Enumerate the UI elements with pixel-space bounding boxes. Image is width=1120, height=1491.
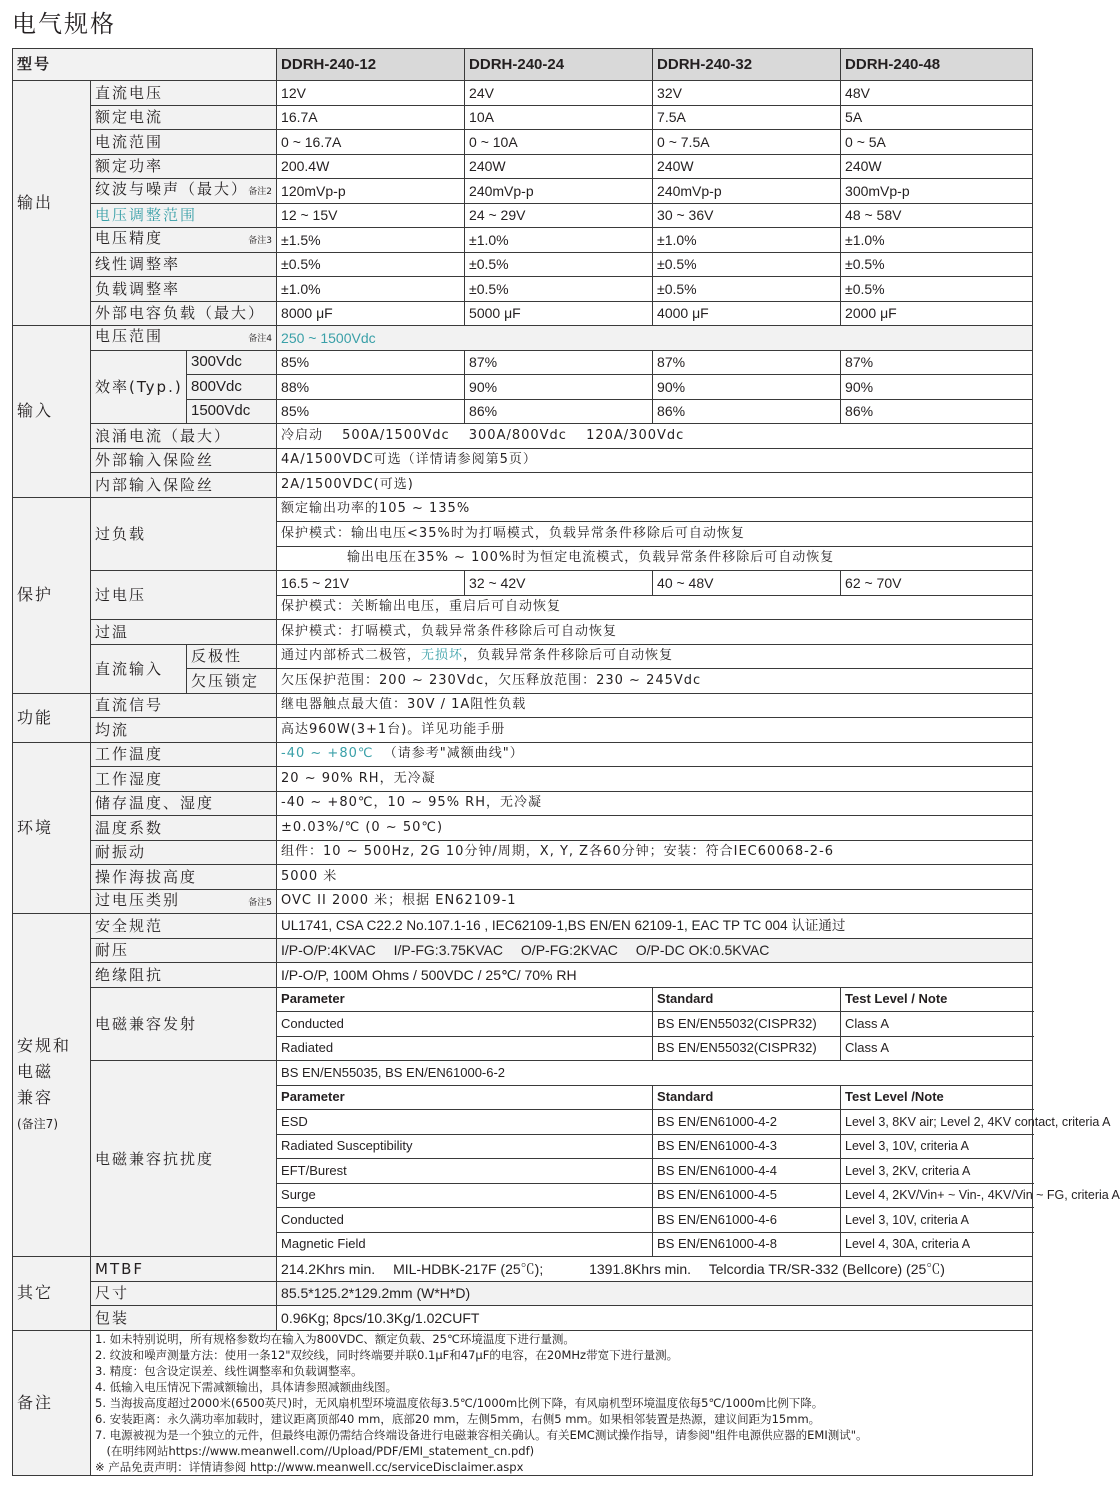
row-label-text: 包装 <box>95 1308 130 1327</box>
model-header-row <box>13 49 1033 81</box>
table-row <box>13 767 1033 792</box>
note-line: 5. 当海拔高度超过2000米(6500英尺)时，无风扇机型环境温度依每3.5℃/1000m比例下降，有风扇机型环境温度依每5℃/1000m比例下降。 <box>95 1395 824 1410</box>
spec-value: 0 ~ 16.7A <box>277 130 465 155</box>
table-row <box>13 693 1033 718</box>
row-label-text: 浪涌电流（最大） <box>95 426 232 445</box>
emc-cell: Level 3, 10V, criteria A <box>841 1208 1033 1233</box>
spec-value: ±1.0% <box>653 228 841 253</box>
spec-value: 16.5 ~ 21V <box>277 571 465 596</box>
row-label-text: 耐压 <box>95 941 130 960</box>
spec-table <box>12 48 1120 1476</box>
table-row <box>13 228 1033 253</box>
row-label-text: 直流电压 <box>95 83 164 102</box>
row-label-text: 尺寸 <box>95 1284 130 1303</box>
emc-cell: Class A <box>841 1012 1033 1037</box>
row-label: 电磁兼容抗扰度 <box>91 1061 277 1257</box>
spec-value: 86% <box>841 399 1033 424</box>
spec-value: 20 ~ 90% RH，无冷凝 <box>277 767 1033 792</box>
note-ref: 备注5 <box>248 897 273 908</box>
spec-value: 0 ~ 7.5A <box>653 130 841 155</box>
row-label <box>91 791 277 816</box>
note-line: ※ 产品免责声明：详情请参阅 http://www.meanwell.cc/serviceDisclaimer.aspx <box>95 1459 524 1474</box>
emc-cell: Level 3, 8KV air; Level 2, 4KV contact, criteria A <box>841 1110 1033 1135</box>
table-row <box>13 203 1033 228</box>
table-row <box>13 1061 1033 1086</box>
emc-cell: Conducted <box>277 1012 653 1037</box>
model-label: 型号 <box>13 49 277 81</box>
emc-cell: BS EN/EN61000-4-2 <box>653 1110 841 1135</box>
table-row <box>13 987 1033 1012</box>
note-line: 1. 如未特别说明，所有规格参数均在输入为800VDC、额定负载、25℃环境温度下进行量测。 <box>95 1331 575 1346</box>
spec-value: 90% <box>841 375 1033 400</box>
spec-value: 冷启动 500A/1500Vdc 300A/800Vdc 120A/300Vdc <box>277 424 1033 449</box>
emc-cell: Surge <box>277 1183 653 1208</box>
emc-header: Parameter <box>277 987 653 1012</box>
note-line: 3. 精度：包含设定误差、线性调整率和负载调整率。 <box>95 1363 363 1378</box>
spec-value: ±1.5% <box>277 228 465 253</box>
emc-cell: BS EN/EN61000-4-3 <box>653 1134 841 1159</box>
row-label <box>91 448 277 473</box>
notes-block <box>91 1330 1033 1475</box>
row-label-text: 绝缘阻抗 <box>95 965 164 984</box>
row-label <box>91 105 277 130</box>
model-name: DDRH-240-48 <box>841 49 1033 81</box>
spec-value: 32V <box>653 81 841 106</box>
section-line: 电磁 <box>17 1062 54 1081</box>
spec-value: 5000 米 <box>277 865 1033 890</box>
spec-value: 4A/1500VDC可选（详情请参阅第5页） <box>277 448 1033 473</box>
spec-value: 保护模式：输出电压<35%时为打嗝模式，负载异常条件移除后可自动恢复 <box>277 522 1033 547</box>
spec-value: 24 ~ 29V <box>465 203 653 228</box>
spec-value: 40 ~ 48V <box>653 571 841 596</box>
spec-value: 额定输出功率的105 ~ 135% <box>277 497 1033 522</box>
row-label-text: 负载调整率 <box>95 279 181 298</box>
row-label-text: 过温 <box>95 622 130 641</box>
row-label-text: 耐振动 <box>95 843 147 862</box>
emc-cell: Level 3, 10V, criteria A <box>841 1134 1033 1159</box>
section-line: (备注7) <box>17 1117 58 1131</box>
section-output: 输出 <box>13 81 91 326</box>
spec-value: ±0.5% <box>653 277 841 302</box>
table-row <box>13 1257 1033 1282</box>
note-line: (在明纬网站https://www.meanwell.com//Upload/PDF/EMI_statement_cn.pdf) <box>95 1443 535 1458</box>
table-row <box>13 448 1033 473</box>
row-label-text: 外部输入保险丝 <box>95 451 215 470</box>
spec-value: 8000 μF <box>277 301 465 326</box>
spec-value: 0.96Kg; 8pcs/10.3Kg/1.02CUFT <box>277 1306 1033 1331</box>
emc-cell: EFT/Burest <box>277 1159 653 1184</box>
note-ref: 备注2 <box>248 187 273 198</box>
spec-value: 85.5*125.2*129.2mm (W*H*D) <box>277 1281 1033 1306</box>
model-name: DDRH-240-24 <box>465 49 653 81</box>
table-row <box>13 301 1033 326</box>
spec-value: 7.5A <box>653 105 841 130</box>
section-line: 兼容 <box>17 1088 54 1107</box>
spec-value: ±0.5% <box>653 252 841 277</box>
row-label: 过电压 <box>91 571 277 620</box>
row-label <box>91 130 277 155</box>
table-row <box>13 840 1033 865</box>
row-label: 直流输入 <box>91 644 187 693</box>
emc-cell: Magnetic Field <box>277 1232 653 1257</box>
section-protection: 保护 <box>13 497 91 693</box>
model-name: DDRH-240-32 <box>653 49 841 81</box>
row-label <box>91 81 277 106</box>
row-label-text: MTBF <box>95 1259 145 1278</box>
emc-cell: Level 4, 2KV/Vin+ ~ Vin-, 4KV/Vin ~ FG, criteria A <box>841 1183 1033 1208</box>
table-row <box>13 742 1033 767</box>
spec-text: ，负载异常条件移除后可自动恢复 <box>463 648 674 664</box>
spec-value: 48 ~ 58V <box>841 203 1033 228</box>
table-row <box>13 424 1033 449</box>
table-row <box>13 1281 1033 1306</box>
section-notes: 备注 <box>13 1330 91 1475</box>
row-label-text: 储存温度、湿度 <box>95 794 215 813</box>
section-line: 安规和 <box>17 1036 72 1055</box>
spec-value: 86% <box>465 399 653 424</box>
emc-cell: Level 4, 30A, criteria A <box>841 1232 1033 1257</box>
table-row <box>13 571 1033 596</box>
row-label <box>91 301 277 326</box>
spec-value: ±0.03%/℃ (0 ~ 50℃) <box>277 816 1033 841</box>
row-label <box>91 424 277 449</box>
emc-cell: BS EN/EN61000-4-4 <box>653 1159 841 1184</box>
row-label <box>91 889 277 914</box>
table-row <box>13 791 1033 816</box>
section-others: 其它 <box>13 1257 91 1331</box>
row-label <box>91 277 277 302</box>
spec-value: 88% <box>277 375 465 400</box>
spec-value: 48V <box>841 81 1033 106</box>
spec-value: 5000 μF <box>465 301 653 326</box>
row-label <box>91 816 277 841</box>
table-row <box>13 179 1033 204</box>
spec-value: 继电器触点最大值：30V / 1A阻性负载 <box>277 693 1033 718</box>
row-label <box>91 1257 277 1282</box>
spec-value: 30 ~ 36V <box>653 203 841 228</box>
spec-text: （请参考"减额曲线"） <box>383 746 524 762</box>
emc-header: Standard <box>653 987 841 1012</box>
spec-value: I/P-O/P:4KVAC I/P-FG:3.75KVAC O/P-FG:2KVAC O/P-DC OK:0.5KVAC <box>277 938 1033 963</box>
spec-value: 87% <box>653 350 841 375</box>
spec-value: 输出电压在35% ~ 100%时为恒定电流模式，负载异常条件移除后可自动恢复 <box>277 546 1033 571</box>
row-label <box>91 914 277 939</box>
row-label <box>91 1281 277 1306</box>
row-label: 过负载 <box>91 497 277 571</box>
emc-cell: Conducted <box>277 1208 653 1233</box>
spec-value: I/P-O/P, 100M Ohms / 500VDC / 25℃/ 70% RH <box>277 963 1033 988</box>
row-label-text: 额定电流 <box>95 108 164 127</box>
row-label-text: 温度系数 <box>95 818 164 837</box>
spec-value: 0 ~ 5A <box>841 130 1033 155</box>
table-row <box>13 1330 1033 1475</box>
note-line: 6. 安装距离：永久满功率加载时，建议距离顶部40 mm，底部20 mm，左侧5mm，右侧5 mm。如果相邻装置是热源，建议间距为15mm。 <box>95 1411 821 1426</box>
spec-value: 12V <box>277 81 465 106</box>
table-row <box>13 963 1033 988</box>
spec-value: 5A <box>841 105 1033 130</box>
spec-value: UL1741, CSA C22.2 No.107.1-16 , IEC62109-1,BS EN/EN 62109-1, EAC TP TC 004 认证通过 <box>277 914 1033 939</box>
table-row <box>13 865 1033 890</box>
table-row <box>13 889 1033 914</box>
spec-value <box>277 644 1033 669</box>
table-row <box>13 644 1033 669</box>
table-row <box>13 1306 1033 1331</box>
note-ref: 备注4 <box>248 334 273 345</box>
table-row <box>13 718 1033 743</box>
spec-value: 保护模式：关断输出电压，重启后可自动恢复 <box>277 595 1033 620</box>
table-row <box>13 473 1033 498</box>
emc-cell: ESD <box>277 1110 653 1135</box>
spec-value: ±0.5% <box>277 252 465 277</box>
spec-value: OVC II 2000 米；根据 EN62109-1 <box>277 889 1033 914</box>
spec-value: 12 ~ 15V <box>277 203 465 228</box>
spec-value: 保护模式：打嗝模式，负载异常条件移除后可自动恢复 <box>277 620 1033 645</box>
row-label <box>91 228 277 253</box>
emc-cell: BS EN/EN61000-4-5 <box>653 1183 841 1208</box>
spec-text-highlight: 无损坏 <box>421 648 464 664</box>
spec-value: ±0.5% <box>465 277 653 302</box>
row-label-text: 电流范围 <box>95 132 164 151</box>
row-label-text: 电压范围 <box>95 327 164 346</box>
row-label <box>91 742 277 767</box>
table-row <box>13 105 1033 130</box>
sub-label: 反极性 <box>187 644 277 669</box>
table-row <box>13 938 1033 963</box>
spec-value: 0 ~ 10A <box>465 130 653 155</box>
spec-value: 4000 μF <box>653 301 841 326</box>
row-label <box>91 620 277 645</box>
note-ref: 备注3 <box>248 236 273 247</box>
sub-label: 1500Vdc <box>187 399 277 424</box>
table-row <box>13 326 1033 351</box>
spec-value: 300mVp-p <box>841 179 1033 204</box>
row-label <box>91 718 277 743</box>
row-label <box>91 938 277 963</box>
row-label-text: 纹波与噪声（最大） <box>95 180 249 199</box>
emc-cell: BS EN/EN61000-4-8 <box>653 1232 841 1257</box>
emc-header: Test Level / Note <box>841 987 1033 1012</box>
spec-value: 87% <box>841 350 1033 375</box>
spec-value: 2A/1500VDC(可选) <box>277 473 1033 498</box>
row-label <box>91 840 277 865</box>
table-row <box>13 277 1033 302</box>
table-row <box>13 81 1033 106</box>
section-environment: 环境 <box>13 742 91 914</box>
spec-value: 85% <box>277 399 465 424</box>
note-line: 2. 纹波和噪声测量方法：使用一条12"双绞线，同时终端要并联0.1μF和47μF的电容，在20MHz带宽下进行量测。 <box>95 1347 679 1362</box>
emc-header: Test Level /Note <box>841 1085 1033 1110</box>
spec-value: 240W <box>465 154 653 179</box>
table-row <box>13 914 1033 939</box>
spec-value: ±1.0% <box>277 277 465 302</box>
spec-value: 250 ~ 1500Vdc <box>277 326 1033 351</box>
row-label <box>91 693 277 718</box>
spec-value: 240W <box>841 154 1033 179</box>
row-label-text: 直流信号 <box>95 696 164 715</box>
row-label-text: 工作湿度 <box>95 769 164 788</box>
spec-value: 120mVp-p <box>277 179 465 204</box>
emc-cell: Class A <box>841 1036 1033 1061</box>
spec-value: ±0.5% <box>841 252 1033 277</box>
emc-cell: BS EN/EN55035, BS EN/EN61000-6-2 <box>277 1061 1033 1086</box>
sub-label: 800Vdc <box>187 375 277 400</box>
spec-value: 24V <box>465 81 653 106</box>
row-label: 电磁兼容发射 <box>91 987 277 1061</box>
row-label-text: 工作温度 <box>95 745 164 764</box>
spec-value: 10A <box>465 105 653 130</box>
emc-header: Parameter <box>277 1085 653 1110</box>
row-label <box>91 1306 277 1331</box>
spec-value: 85% <box>277 350 465 375</box>
spec-value: 240mVp-p <box>653 179 841 204</box>
model-name: DDRH-240-12 <box>277 49 465 81</box>
spec-value: ±0.5% <box>465 252 653 277</box>
row-label <box>91 865 277 890</box>
table-row <box>13 497 1033 522</box>
spec-value: 62 ~ 70V <box>841 571 1033 596</box>
spec-value: 欠压保护范围：200 ~ 230Vdc，欠压释放范围：230 ~ 245Vdc <box>277 669 1033 694</box>
spec-value: 86% <box>653 399 841 424</box>
spec-value: 2000 μF <box>841 301 1033 326</box>
spec-value: -40 ~ +80℃，10 ~ 95% RH，无冷凝 <box>277 791 1033 816</box>
row-label: 效率(Typ.) <box>91 350 187 424</box>
spec-value: 87% <box>465 350 653 375</box>
row-label-text: 额定功率 <box>95 157 164 176</box>
row-label-text: 电压调整范围 <box>95 206 198 225</box>
emc-cell: BS EN/EN61000-4-6 <box>653 1208 841 1233</box>
table-row <box>13 350 1033 375</box>
emc-cell: BS EN/EN55032(CISPR32) <box>653 1012 841 1037</box>
note-line: 4. 低输入电压情况下需减额输出，具体请参照减额曲线图。 <box>95 1379 398 1394</box>
sub-label: 300Vdc <box>187 350 277 375</box>
row-label <box>91 767 277 792</box>
row-label <box>91 203 277 228</box>
spec-value: 32 ~ 42V <box>465 571 653 596</box>
spec-value: 240W <box>653 154 841 179</box>
row-label <box>91 473 277 498</box>
row-label <box>91 963 277 988</box>
spec-value: 组件：10 ~ 500Hz, 2G 10分钟/周期，X, Y, Z各60分钟；安装：符合IEC60068-2-6 <box>277 840 1033 865</box>
spec-text-highlight: -40 ~ +80℃ <box>281 746 374 762</box>
spec-value: 214.2Khrs min. MIL-HDBK-217F (25℃); 1391.8Khrs min. Telcordia TR/SR-332 (Bellcore) (25℃) <box>277 1257 1033 1282</box>
spec-value: 90% <box>653 375 841 400</box>
emc-cell: Level 3, 2KV, criteria A <box>841 1159 1033 1184</box>
row-label <box>91 252 277 277</box>
emc-cell: Radiated <box>277 1036 653 1061</box>
emc-header: Standard <box>653 1085 841 1110</box>
row-label <box>91 326 277 351</box>
row-label-text: 安全规范 <box>95 916 164 935</box>
row-label-text: 内部输入保险丝 <box>95 475 215 494</box>
row-label-text: 线性调整率 <box>95 255 181 274</box>
section-input: 输入 <box>13 326 91 498</box>
section-function: 功能 <box>13 693 91 742</box>
spec-value <box>277 742 1033 767</box>
table-row <box>13 130 1033 155</box>
spec-value: 16.7A <box>277 105 465 130</box>
row-label-text: 操作海拔高度 <box>95 867 198 886</box>
row-label-text: 过电压类别 <box>95 890 181 909</box>
table-row <box>13 816 1033 841</box>
spec-value: 240mVp-p <box>465 179 653 204</box>
note-line: 7. 电源被视为是一个独立的元件，但最终电源仍需结合终端设备进行电磁兼容相关确认。有关EMC测试操作指导，请参阅"组件电源供应器的EMI测试"。 <box>95 1427 868 1442</box>
spec-value: 高达960W(3+1台)。详见功能手册 <box>277 718 1033 743</box>
table-row <box>13 620 1033 645</box>
spec-value: ±1.0% <box>465 228 653 253</box>
section-safety-emc <box>13 914 91 1257</box>
row-label <box>91 154 277 179</box>
emc-cell: Radiated Susceptibility <box>277 1134 653 1159</box>
row-label-text: 电压精度 <box>95 229 164 248</box>
row-label-text: 外部电容负载（最大） <box>95 304 266 323</box>
emc-cell: BS EN/EN55032(CISPR32) <box>653 1036 841 1061</box>
spec-value: 200.4W <box>277 154 465 179</box>
row-label <box>91 179 277 204</box>
spec-value: ±0.5% <box>841 277 1033 302</box>
spec-value: ±1.0% <box>841 228 1033 253</box>
row-label-text: 均流 <box>95 720 130 739</box>
spec-text: 通过内部桥式二极管， <box>281 648 422 664</box>
sub-label: 欠压锁定 <box>187 669 277 694</box>
table-row <box>13 252 1033 277</box>
page-title: 电气规格 <box>12 10 116 38</box>
spec-value: 90% <box>465 375 653 400</box>
table-row <box>13 154 1033 179</box>
